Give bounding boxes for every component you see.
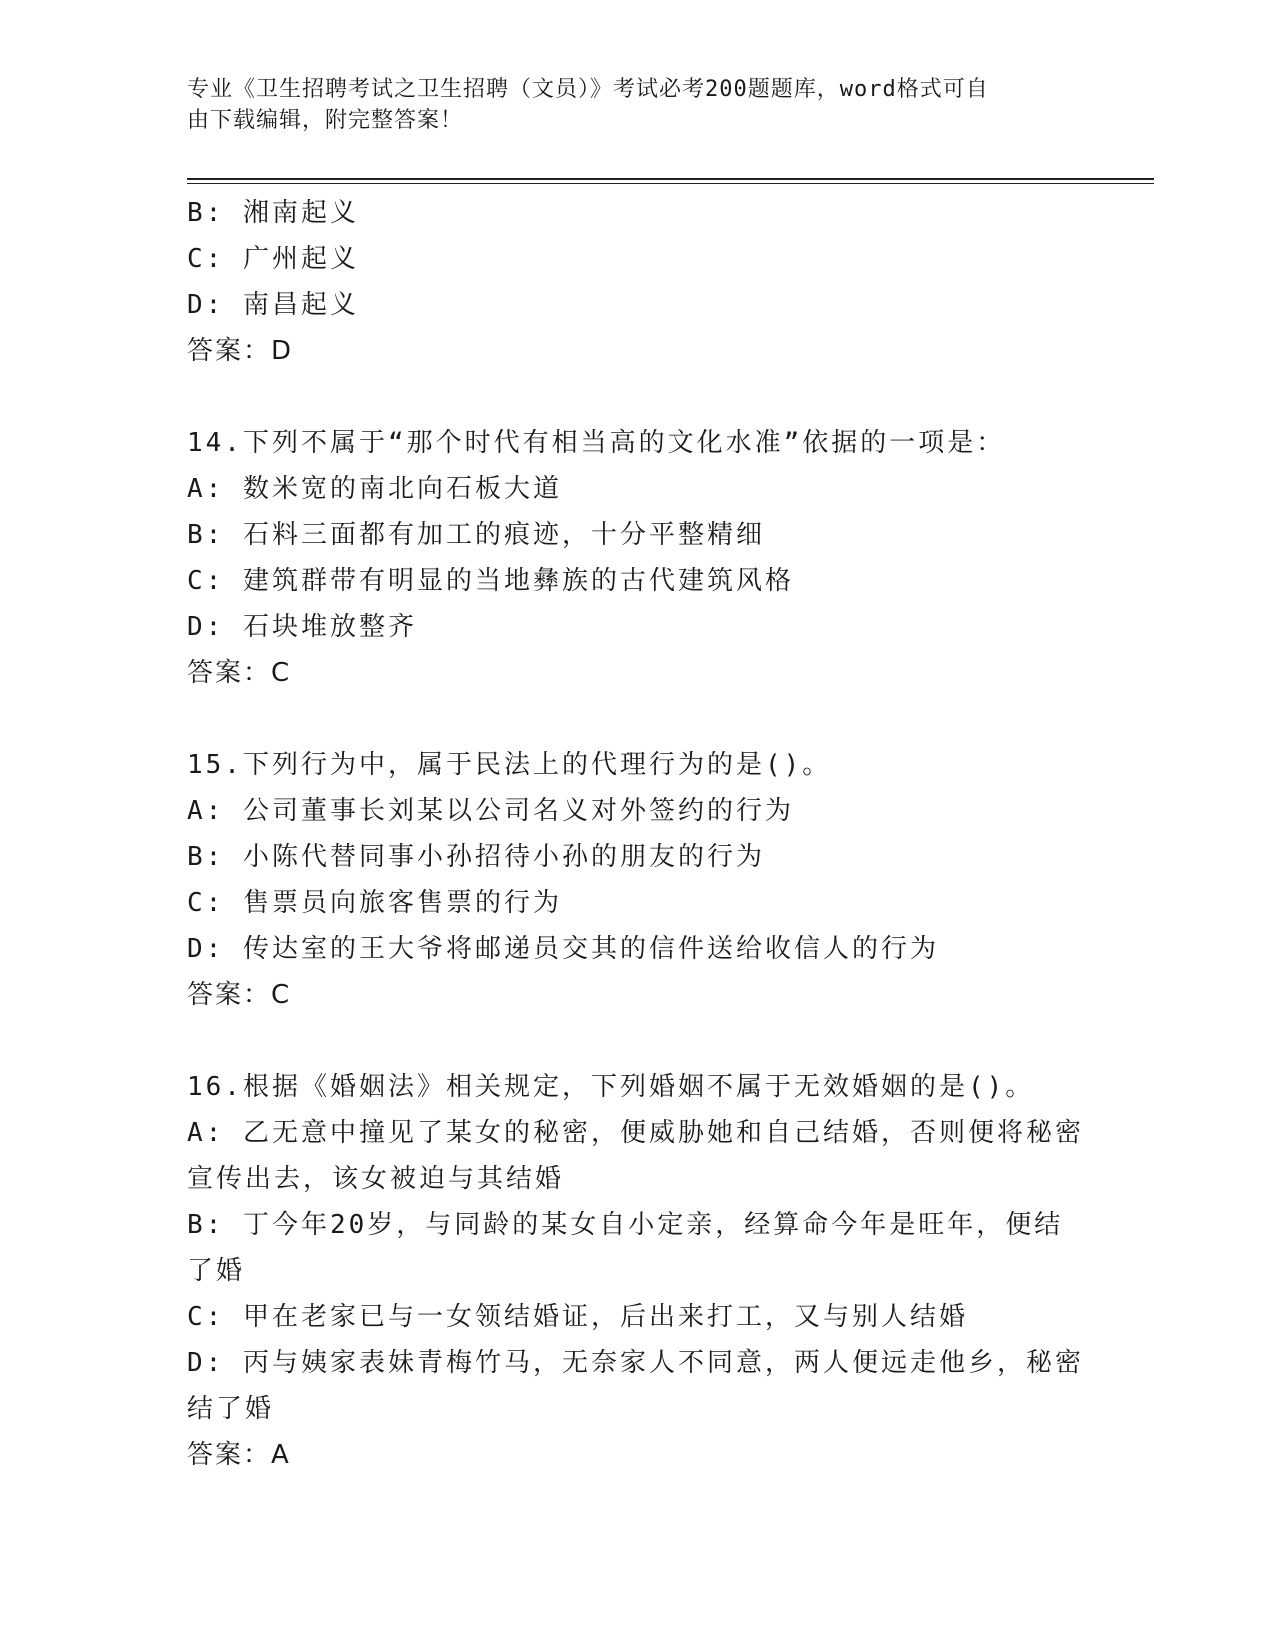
question-list: [187, 190, 1087, 1524]
option-b: B: 小陈代替同事小孙招待小孙的朋友的行为: [187, 842, 765, 872]
answer-line: 答案：C: [187, 980, 292, 1010]
question-text: 14.下列不属于“那个时代有相当高的文化水准”依据的一项是：: [187, 428, 1006, 458]
header-divider-thin: [187, 183, 1154, 184]
answer-line: 答案：D: [187, 336, 294, 366]
answer-line: 答案：C: [187, 658, 292, 688]
option-d: D: 石块堆放整齐: [187, 612, 417, 642]
option-b-line-1: B: 丁今年20岁，与同龄的某女自小定亲，经算命今年是旺年，便结: [187, 1210, 1064, 1240]
document-header: [187, 74, 1087, 136]
question-16: [187, 1064, 1087, 1478]
question-text: 15.下列行为中，属于民法上的代理行为的是()。: [187, 750, 832, 780]
option-b: B: 湘南起义: [187, 198, 359, 228]
option-a: A: 公司董事长刘某以公司名义对外签约的行为: [187, 796, 794, 826]
option-c-line-1: C: 甲在老家已与一女领结婚证，后出来打工，又与别人结婚: [187, 1302, 968, 1332]
option-a: A: 数米宽的南北向石板大道: [187, 474, 562, 504]
option-d-line-2: 结了婚: [187, 1394, 275, 1424]
option-b-line-2: 了婚: [187, 1256, 246, 1286]
header-line-1: 专业《卫生招聘考试之卫生招聘（文员）》考试必考200题题库，word格式可自: [187, 77, 989, 102]
answer-line: 答案：A: [187, 1440, 291, 1470]
option-b: B: 石料三面都有加工的痕迹，十分平整精细: [187, 520, 765, 550]
option-c: C: 售票员向旅客售票的行为: [187, 888, 562, 918]
header-line-2: 由下载编辑，附完整答案！: [187, 108, 464, 133]
question-text: 16.根据《婚姻法》相关规定，下列婚姻不属于无效婚姻的是()。: [187, 1072, 1035, 1102]
option-a-line-1: A: 乙无意中撞见了某女的秘密，便威胁她和自己结婚，否则便将秘密: [187, 1118, 1084, 1148]
option-c: C: 广州起义: [187, 244, 359, 274]
header-divider-thick: [187, 178, 1154, 180]
question-13-partial: [187, 190, 1087, 374]
option-d: D: 南昌起义: [187, 290, 359, 320]
option-a-line-2: 宣传出去，该女被迫与其结婚: [187, 1164, 565, 1194]
option-c: C: 建筑群带有明显的当地彝族的古代建筑风格: [187, 566, 794, 596]
question-14: [187, 420, 1087, 696]
question-15: [187, 742, 1087, 1018]
option-d: D: 传达室的王大爷将邮递员交其的信件送给收信人的行为: [187, 934, 939, 964]
option-d-line-1: D: 丙与姨家表妹青梅竹马，无奈家人不同意，两人便远走他乡，秘密: [187, 1348, 1084, 1378]
